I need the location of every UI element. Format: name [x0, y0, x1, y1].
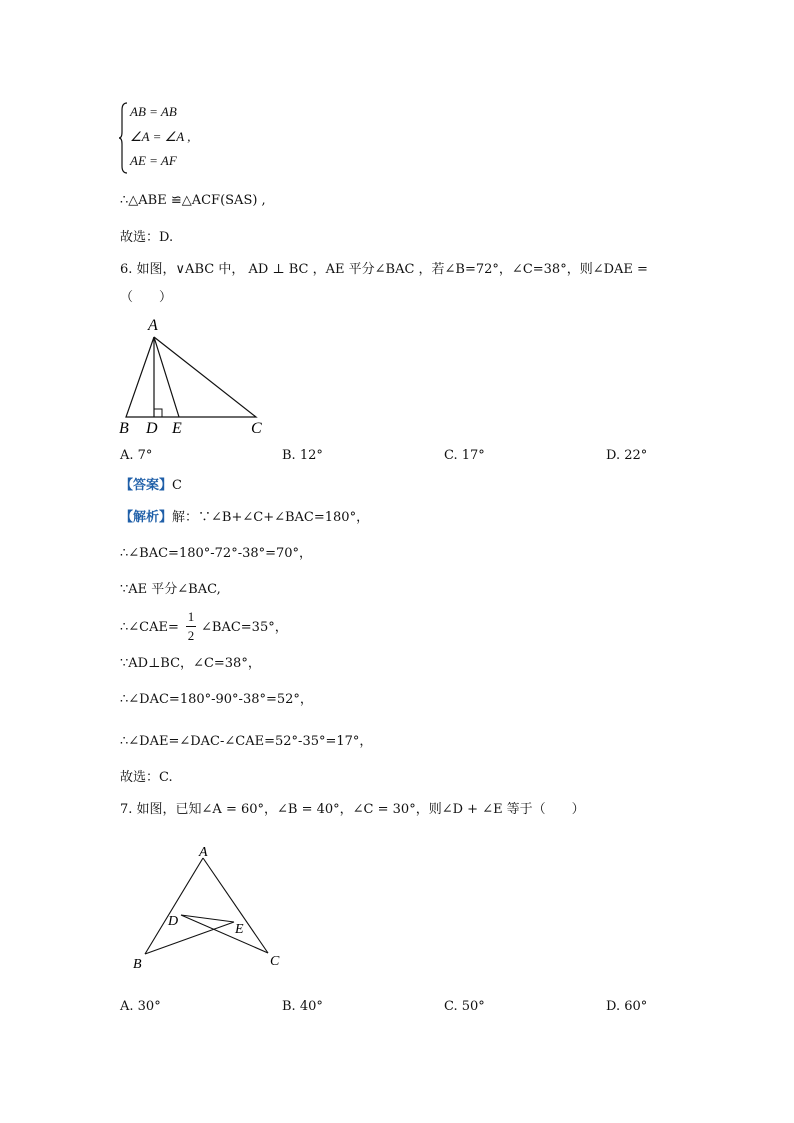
- q6-analysis-line-1: [120, 509, 369, 527]
- analysis-text-1: 解：∵∠B+∠C+∠BAC=180°，: [172, 510, 370, 525]
- system-line-3: AE = AF: [130, 153, 177, 168]
- side-ab: [145, 858, 203, 954]
- system-line-1: AB = AB: [130, 104, 177, 119]
- label-a: A: [199, 845, 208, 860]
- q6-analysis-line-6: ∴∠DAC=180°-90°-38°=52°，: [120, 692, 313, 707]
- fraction-one-half: [184, 609, 198, 644]
- q6-stem-line-1: 6. 如图，∨ABC 中， AD ⊥ BC ，AE 平分∠BAC ，若∠B=72°，∠C=38°，则∠DAE =: [120, 262, 648, 277]
- label-c: C: [270, 954, 280, 969]
- label-e: E: [172, 420, 182, 437]
- congruence-statement: ∴△ABE ≌△ACF(SAS) ,: [120, 193, 266, 208]
- segment-be: [145, 922, 234, 954]
- q6-analysis-line-7: ∴∠DAE=∠DAC-∠CAE=52°-35°=17°，: [120, 734, 373, 749]
- q6-triangle-figure: [115, 315, 275, 440]
- label-d: D: [168, 914, 179, 929]
- q7-stem: 7. 如图，已知∠A = 60°，∠B = 40°，∠C = 30°，则∠D + ∠E 等于（ ）: [120, 802, 585, 817]
- q6-answer: [120, 477, 182, 495]
- label-a: A: [148, 317, 158, 334]
- fraction-numerator: 1: [187, 609, 195, 624]
- fraction-bar: [186, 626, 196, 627]
- q6-option-a: A. 7°: [120, 448, 153, 463]
- q7-option-a: A. 30°: [120, 999, 161, 1014]
- q6-analysis-line-3: ∵AE 平分∠BAC,: [120, 582, 221, 597]
- q6-conclusion: 故选：C.: [120, 770, 173, 785]
- q6-analysis-line-4a: ∴∠CAE=: [120, 620, 179, 635]
- q6-option-d: D. 22°: [606, 448, 648, 463]
- q7-triangle-figure: [128, 842, 288, 972]
- answer-tag: 【答案】: [120, 478, 173, 493]
- q6-option-c: C. 17°: [444, 448, 485, 463]
- label-e: E: [235, 922, 244, 937]
- q6-stem-line-2: （ ）: [120, 290, 173, 305]
- q6-option-b: B. 12°: [282, 448, 323, 463]
- q5-conclusion: 故选：D.: [120, 230, 174, 245]
- label-b: B: [133, 957, 142, 972]
- label-d: D: [146, 420, 158, 437]
- answer-value: C: [172, 478, 182, 493]
- q7-option-d: D. 60°: [606, 999, 648, 1014]
- q7-option-c: C. 50°: [444, 999, 485, 1014]
- analysis-tag: 【解析】: [120, 510, 173, 525]
- q7-option-b: B. 40°: [282, 999, 323, 1014]
- system-line-2: ∠A = ∠A ,: [130, 129, 191, 144]
- q6-analysis-line-5: ∵AD⊥BC，∠C=38°，: [120, 656, 261, 671]
- q6-analysis-line-4b: ∠BAC=35°，: [201, 620, 288, 635]
- left-brace: [118, 102, 128, 174]
- q6-analysis-line-2: ∴∠BAC=180°-72°-38°=70°，: [120, 546, 313, 561]
- label-c: C: [251, 420, 262, 437]
- fraction-denominator: 2: [187, 628, 195, 643]
- label-b: B: [119, 420, 129, 437]
- triangle-abc: [126, 337, 256, 417]
- right-angle-mark: [154, 409, 162, 417]
- bisector-ae: [154, 337, 179, 417]
